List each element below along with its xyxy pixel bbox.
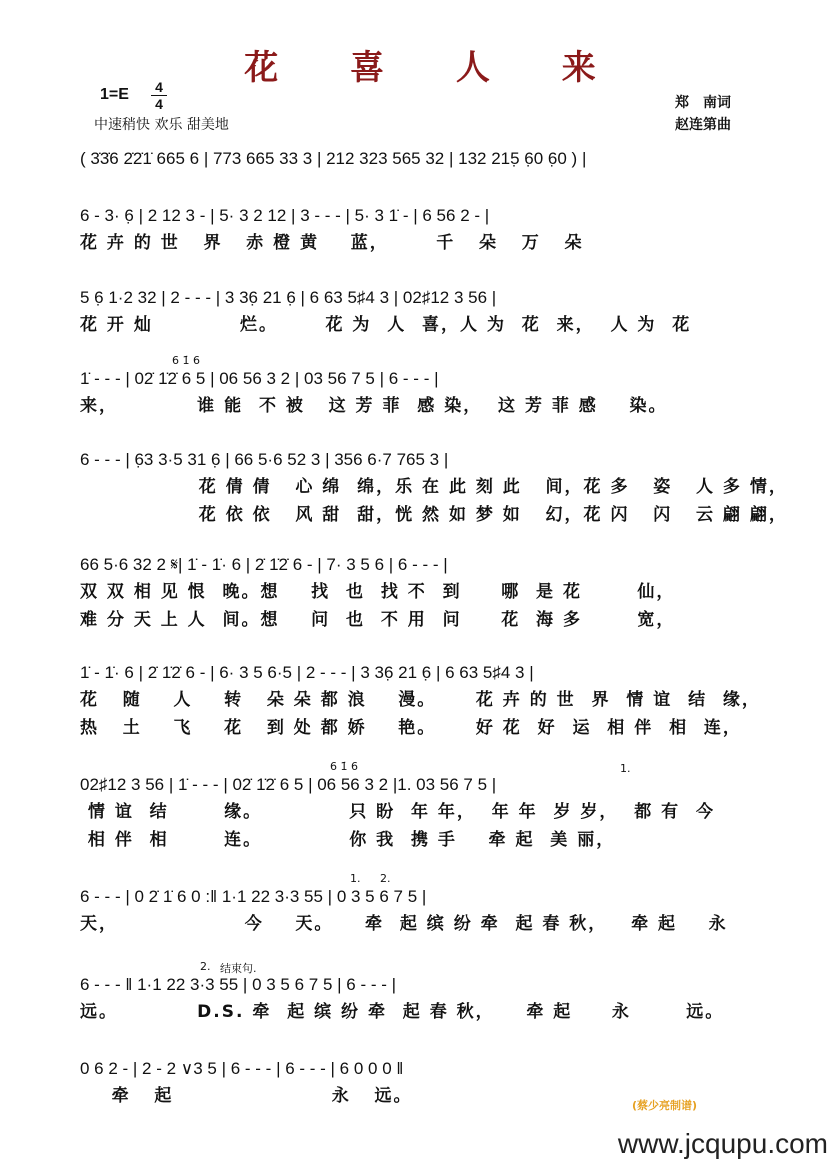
grace-notes: 6 1̇ 6 <box>330 760 358 773</box>
system-1 <box>80 203 760 257</box>
key-signature: 1=E <box>100 86 129 103</box>
time-signature-top: 4 <box>155 79 163 95</box>
notes-line: 0 6 2 - | 2 - 2 ∨3 5 | 6 - - - | 6 - - - | 6 0 0 0 ‖ <box>80 1059 404 1078</box>
system-5 <box>80 552 760 634</box>
notes-line: 66 5·6 32 2 𝄋| 1̇ - 1̇· 6 | 2̇ 1̇2̇ 6 - | 7· 3 5 6 | 6 - - - | <box>80 555 448 574</box>
transcriber-credit: (蔡少亮制谱) <box>632 1099 698 1112</box>
system-7 <box>80 760 760 854</box>
system-9 <box>80 960 760 1026</box>
lyrics-line-1: 花 随 人 转 朵 朵 都 浪 漫。 花 卉 的 世 界 情 谊 结 缘， <box>80 690 761 710</box>
volta-1-label: 1. <box>350 872 361 885</box>
notes-line: 1̇ - 1̇· 6 | 2̇ 1̇2̇ 6 - | 6· 3 5 6·5 | 2 - - - | 3 36̣ 21 6̣ | 6 63 5♯4 3 | <box>80 663 534 682</box>
lyrics-line-2: 花 依 依 风 甜 甜，恍 然 如 梦 如 幻，花 闪 闪 云 翩 翩， <box>80 505 788 525</box>
time-signature-bottom: 4 <box>155 96 163 112</box>
volta-2-label: 2. <box>380 872 391 885</box>
notes-line: 6 - 3· 6̣ | 2 12 3 - | 5· 3 2 12 | 3 - - - | 5· 3 1̇ - | 6 56 2 - | <box>80 206 490 225</box>
ending-label: 结束句. <box>220 962 257 975</box>
grace-notes: 6 1̇ 6 <box>172 354 200 367</box>
volta-2-label: 2. <box>200 960 211 973</box>
system-2 <box>80 285 760 339</box>
lyrics-line-2: 热 土 飞 花 到 处 都 娇 艳。 好 花 好 运 相 伴 相 连， <box>80 718 742 738</box>
notes-line: 6 - - - | 6̣3 3·5 31 6̣ | 66 5·6 52 3 | 356 6·7 765 3 | <box>80 450 449 469</box>
lyrics-line-2: 相 伴 相 连。 你 我 携 手 牵 起 美 丽， <box>80 830 616 850</box>
lyrics-line-2: 难 分 天 上 人 间。想 问 也 不 用 问 花 海 多 宽， <box>80 610 676 630</box>
tempo-marking: 中速稍快 欢乐 甜美地 <box>94 117 229 133</box>
notes-line: 02♯12 3 56 | 1̇ - - - | 02̇ 1̇2̇ 6 5 | 06 56 3 2 |1. 03 56 7 5 | <box>80 775 497 794</box>
system-4 <box>80 447 788 529</box>
lyricist: 郑 南词 <box>675 95 731 111</box>
notes-line: 6 - - - ‖ 1·1 22 3·3 55 | 0 3 5 6 7 5 | 6 - - - | <box>80 975 397 994</box>
system-intro <box>80 146 760 172</box>
time-signature <box>151 80 167 111</box>
notes-line: 1̇ - - - | 02̇ 1̇2̇ 6 5 | 06 56 3 2 | 03 56 7 5 | 6 - - - | <box>80 369 439 388</box>
lyrics-line: 花 开 灿 烂。 花 为 人 喜，人 为 花 来， 人 为 花 <box>80 315 692 335</box>
lyrics-line: 牵 起 永 远。 <box>80 1086 413 1106</box>
lyrics-line: 花 卉 的 世 界 赤 橙 黄 蓝， 千 朵 万 朵 <box>80 233 584 253</box>
system-6 <box>80 660 760 742</box>
song-title: 花 喜 人 来 <box>244 48 626 88</box>
notes-line: 6 - - - | 0 2̇ 1̇ 6 0 :‖ 1·1 22 3·3 55 | 0 3 5 6 7 5 | <box>80 887 427 906</box>
volta-1-label: 1. <box>620 762 631 775</box>
site-watermark: www.jcqupu.com <box>617 1128 828 1159</box>
notes-line: ( 3̇3̇6 2̇2̇1̇ 665 6 | 773 665 33 3 | 212 323 565 32 | 132 215̣ 6̣0 6̣0 ) | <box>80 149 587 168</box>
credits <box>675 92 731 136</box>
lyrics-line: 天， 今 天。 牵 起 缤 纷 牵 起 春 秋， 牵 起 永 <box>80 914 728 934</box>
system-3 <box>80 354 760 420</box>
notes-line: 5 6̣ 1·2 32 | 2 - - - | 3 36̣ 21 6̣ | 6 63 5♯4 3 | 02♯12 3 56 | <box>80 288 497 307</box>
lyrics-line-1: 花 倩 倩 心 绵 绵，乐 在 此 刻 此 间，花 多 姿 人 多 情， <box>80 477 788 497</box>
lyrics-line: 来， 谁 能 不 被 这 芳 菲 感 染， 这 芳 菲 感 染。 <box>80 396 668 416</box>
system-8 <box>80 872 760 938</box>
lyrics-line-1: 双 双 相 见 恨 晚。想 找 也 找 不 到 哪 是 花 仙， <box>80 582 676 602</box>
lyrics-line-1: 情 谊 结 缘。 只 盼 年 年， 年 年 岁 岁， 都 有 今 <box>80 802 715 822</box>
composer: 赵连第曲 <box>675 117 731 133</box>
lyrics-line: 远。 D.S. 牵 起 缤 纷 牵 起 春 秋， 牵 起 永 远。 <box>80 1002 725 1022</box>
